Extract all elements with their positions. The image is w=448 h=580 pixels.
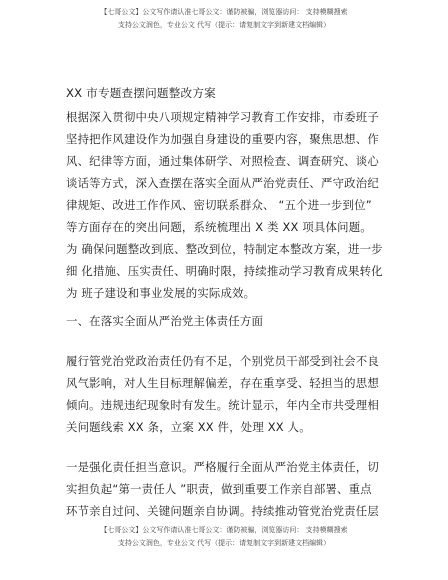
- section-paragraph: 履行管党治党政治责任仍有不足，个别党员干部受到社会不良风气影响，对人生目标理解偏差，存在重享受、轻担当的思想倾向。违规违纪现象时有发生。统计显示，年内全市共受理相关问题线索 XX 条，立案 XX 件，处理 XX 人。: [66, 354, 379, 434]
- footer-banner-line-1: 【七哥公文】公文写作请认准七哥公文：谨防被骗，浏览器访问： 支持模糊搜索: [100, 526, 348, 534]
- footer-banner-line-2: 支持公文润色，专业公文 代写（提示：请复制文字到新建文档编辑）: [117, 539, 331, 547]
- header-banner-line-1: 【七哥公文】公文写作请认准七哥公文：谨防被骗，浏览器访问： 支持模糊搜索: [100, 8, 348, 16]
- document-body: [66, 82, 384, 522]
- document-title: XX 市专题查摆问题整改方案: [66, 86, 216, 100]
- spacer: [66, 438, 384, 456]
- header-banner-line-2: 支持公文润色，专业公文 代写（提示：请复制文字到新建文档编辑）: [117, 21, 331, 29]
- footer-banner: [40, 524, 408, 550]
- intro-paragraph: 根据深入贯彻中央八项规定精神学习教育工作安排，市委班子坚持把作风建设作为加强自身建设的重要内容，聚焦思想、作风、纪律等方面，通过集体研学、对照检查、调查研究、谈心谈话等方式，深入查摆在落实全面从严治党责任、严守政治纪律规矩、改进工作作风、密切联系群众、 “五个进一步到位” 等方面存在的突出问题，系统梳理出 X 类 XX 项具体问题。 为 确保问题整改到底、整改到位，特制定本整改方案，进一步细 化措施、压实责任、明确时限，持续推动学习教育成果转化为 班子建设和事业发展的实际成效。: [66, 110, 383, 300]
- header-banner: [40, 6, 408, 32]
- section-heading: 一、在落实全面从严治党主体责任方面: [66, 314, 264, 328]
- measure-paragraph: 一是强化责任担当意识。严格履行全面从严治党主体责任，切实担负起“第一责任人 ”职责，做到重要工作亲自部署、重点 环节亲自过问、关键问题亲自协调。持续推动管党治党责任层: [66, 460, 379, 518]
- spacer: [66, 332, 384, 350]
